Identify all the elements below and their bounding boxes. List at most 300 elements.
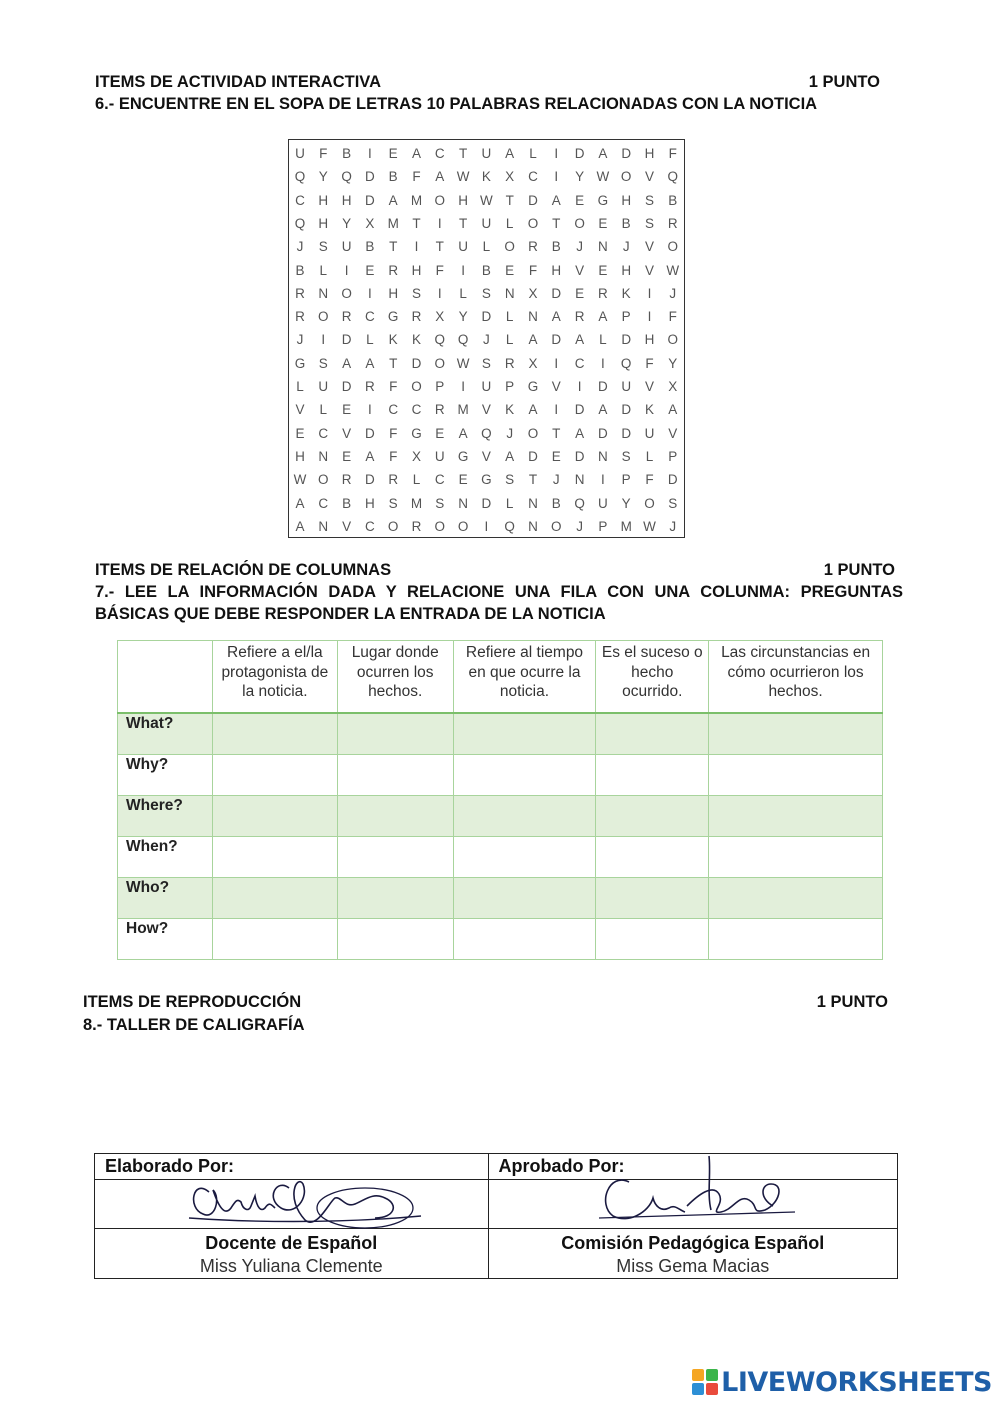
word-search-letter[interactable]: A <box>598 402 608 418</box>
word-search-letter[interactable]: O <box>574 215 585 231</box>
word-search-letter[interactable]: O <box>667 332 679 348</box>
word-search-letter[interactable]: U <box>341 239 352 255</box>
answer-cell[interactable] <box>709 755 883 796</box>
answer-cell[interactable] <box>453 919 596 960</box>
word-search-letter[interactable]: F <box>645 355 654 371</box>
word-search-letter[interactable]: V <box>668 425 678 441</box>
word-search-letter[interactable]: D <box>365 472 375 488</box>
word-search-letter[interactable]: L <box>319 262 328 278</box>
answer-cell[interactable] <box>212 837 337 878</box>
word-search-letter[interactable]: E <box>342 402 352 418</box>
word-search-letter[interactable]: L <box>366 332 374 348</box>
answer-cell[interactable] <box>596 713 709 755</box>
word-search-letter[interactable]: D <box>667 472 678 488</box>
word-search-letter[interactable]: R <box>341 472 352 488</box>
word-search-letter[interactable]: A <box>575 332 585 348</box>
word-search-letter[interactable]: E <box>551 448 561 464</box>
word-search-letter[interactable]: S <box>318 239 328 255</box>
word-search-letter[interactable]: B <box>342 146 352 161</box>
word-search-letter[interactable]: A <box>551 309 561 325</box>
word-search-letter[interactable]: K <box>505 402 515 418</box>
word-search-letter[interactable]: P <box>598 518 608 534</box>
word-search-letter[interactable]: H <box>644 146 655 161</box>
answer-cell[interactable] <box>453 878 596 919</box>
word-search-letter[interactable]: V <box>575 262 585 278</box>
word-search-letter[interactable]: S <box>505 472 515 488</box>
word-search-letter[interactable]: S <box>411 285 421 301</box>
word-search-letter[interactable]: X <box>528 285 538 301</box>
word-search-letter[interactable]: Q <box>434 332 446 348</box>
word-search-letter[interactable]: L <box>296 379 304 394</box>
word-search-letter[interactable]: U <box>481 146 492 161</box>
word-search-letter[interactable]: J <box>669 518 677 534</box>
word-search-letter[interactable]: D <box>574 146 585 161</box>
word-search-letter[interactable]: I <box>601 472 605 488</box>
word-search-letter[interactable]: P <box>435 379 445 394</box>
answer-cell[interactable] <box>596 796 709 837</box>
word-search-letter[interactable]: Q <box>504 518 515 534</box>
word-search-letter[interactable]: V <box>644 169 654 185</box>
word-search-letter[interactable]: O <box>620 169 632 185</box>
word-search-letter[interactable]: V <box>644 262 654 278</box>
word-search-letter[interactable]: G <box>527 379 539 394</box>
word-search-letter[interactable]: F <box>412 169 421 185</box>
word-search-letter[interactable]: F <box>645 472 654 488</box>
word-search-letter[interactable]: S <box>388 495 398 511</box>
word-search-letter[interactable]: A <box>458 425 468 441</box>
word-search-letter[interactable]: E <box>598 215 608 231</box>
answer-cell[interactable] <box>337 755 453 796</box>
word-search-letter[interactable]: T <box>412 215 421 231</box>
word-search-letter[interactable]: G <box>387 309 399 325</box>
word-search-letter[interactable]: I <box>321 332 326 348</box>
word-search-letter[interactable]: R <box>388 472 399 488</box>
word-search-letter[interactable]: X <box>435 309 445 325</box>
word-search-letter[interactable]: T <box>505 192 514 208</box>
word-search-letter[interactable]: E <box>388 146 398 161</box>
word-search-letter[interactable]: D <box>574 448 585 464</box>
word-search-letter[interactable]: W <box>456 169 470 185</box>
word-search-letter[interactable]: N <box>318 518 329 534</box>
word-search-letter[interactable]: I <box>577 379 582 394</box>
word-search-letter[interactable]: D <box>598 379 608 394</box>
word-search-letter[interactable]: H <box>411 262 422 278</box>
word-search-letter[interactable]: E <box>575 285 585 301</box>
word-search-letter[interactable]: S <box>644 192 654 208</box>
word-search-letter[interactable]: O <box>434 192 446 208</box>
word-search-letter[interactable]: D <box>365 169 375 185</box>
word-search-letter[interactable]: G <box>411 425 422 441</box>
word-search-letter[interactable]: N <box>528 518 538 534</box>
word-search-letter[interactable]: F <box>668 146 677 161</box>
word-search-letter[interactable]: H <box>644 332 655 348</box>
word-search-letter[interactable]: L <box>412 472 421 488</box>
word-search-letter[interactable]: W <box>596 169 610 185</box>
word-search-letter[interactable]: L <box>482 239 491 255</box>
answer-cell[interactable] <box>453 837 596 878</box>
answer-cell[interactable] <box>453 755 596 796</box>
word-search-letter[interactable]: E <box>598 262 608 278</box>
word-search-letter[interactable]: I <box>647 285 652 301</box>
word-search-letter[interactable]: X <box>365 215 375 231</box>
word-search-letter[interactable]: F <box>435 262 444 278</box>
word-search-letter[interactable]: X <box>505 169 515 185</box>
word-search-letter[interactable]: R <box>667 215 678 231</box>
word-search-letter[interactable]: D <box>365 425 375 441</box>
word-search-letter[interactable]: N <box>504 285 515 301</box>
word-search-letter[interactable]: S <box>481 355 491 371</box>
word-search-letter[interactable]: R <box>528 239 538 255</box>
word-search-letter[interactable]: M <box>457 402 469 418</box>
word-search-letter[interactable]: X <box>528 355 538 371</box>
word-search-letter[interactable]: V <box>295 402 305 418</box>
word-search-letter[interactable]: O <box>551 518 562 534</box>
word-search-letter[interactable]: I <box>437 285 442 301</box>
word-search-letter[interactable]: I <box>368 285 372 301</box>
word-search-letter[interactable]: E <box>458 472 468 488</box>
word-search-letter[interactable]: O <box>341 285 352 301</box>
word-search-letter[interactable]: P <box>621 472 631 488</box>
word-search-letter[interactable]: F <box>528 262 538 278</box>
word-search-letter[interactable]: Y <box>458 309 468 325</box>
word-search-letter[interactable]: Q <box>457 332 469 348</box>
word-search-letter[interactable]: W <box>666 262 680 278</box>
word-search-letter[interactable]: A <box>365 355 375 371</box>
word-search-letter[interactable]: B <box>365 239 375 255</box>
word-search-letter[interactable]: D <box>551 332 562 348</box>
word-search-letter[interactable]: J <box>506 425 514 441</box>
word-search-letter[interactable]: A <box>295 518 305 534</box>
word-search-letter[interactable]: Y <box>342 215 352 231</box>
word-search-letter[interactable]: K <box>621 285 631 301</box>
word-search-letter[interactable]: U <box>295 146 305 161</box>
word-search-letter[interactable]: A <box>505 448 515 464</box>
word-search-letter[interactable]: U <box>481 215 492 231</box>
word-search-letter[interactable]: O <box>457 518 469 534</box>
word-search-letter[interactable]: V <box>342 518 352 534</box>
word-search-letter[interactable]: H <box>551 262 562 278</box>
word-search-letter[interactable]: E <box>575 192 585 208</box>
word-search-letter[interactable]: G <box>294 355 306 371</box>
word-search-letter[interactable]: U <box>621 379 632 394</box>
word-search-letter[interactable]: M <box>410 192 423 208</box>
word-search-letter[interactable]: Y <box>668 355 678 371</box>
word-search-letter[interactable]: O <box>667 239 679 255</box>
word-search-letter[interactable]: N <box>574 472 585 488</box>
word-search-letter[interactable]: E <box>365 262 375 278</box>
word-search-letter[interactable]: M <box>410 495 423 511</box>
word-search-letter[interactable]: P <box>505 379 515 394</box>
word-search-letter[interactable]: I <box>554 146 559 161</box>
word-search-letter[interactable]: A <box>528 332 538 348</box>
word-search-letter[interactable]: O <box>527 425 539 441</box>
word-search-letter[interactable]: L <box>505 215 514 231</box>
word-search-letter[interactable]: J <box>296 239 304 255</box>
word-search-letter[interactable]: V <box>481 402 491 418</box>
word-search-letter[interactable]: O <box>387 518 399 534</box>
word-search-letter[interactable]: N <box>528 309 538 325</box>
answer-cell[interactable] <box>596 837 709 878</box>
word-search-letter[interactable]: B <box>551 495 561 511</box>
word-search-letter[interactable]: I <box>461 262 465 278</box>
word-search-letter[interactable]: U <box>458 239 468 255</box>
word-search-letter[interactable]: A <box>598 309 608 325</box>
word-search-letter[interactable]: C <box>528 169 538 185</box>
word-search-letter[interactable]: A <box>365 448 375 464</box>
word-search-letter[interactable]: Q <box>667 169 679 185</box>
word-search-letter[interactable]: A <box>411 146 421 161</box>
word-search-letter[interactable]: B <box>388 169 398 185</box>
word-search-letter[interactable]: W <box>643 518 656 534</box>
word-search-letter[interactable]: D <box>621 146 632 161</box>
word-search-letter[interactable]: I <box>554 402 559 418</box>
word-search-letter[interactable]: H <box>318 215 329 231</box>
word-search-letter[interactable]: V <box>481 448 491 464</box>
word-search-letter[interactable]: O <box>434 518 446 534</box>
word-search-letter[interactable]: A <box>342 355 352 371</box>
word-search-letter[interactable]: H <box>295 448 305 464</box>
answer-cell[interactable] <box>709 837 883 878</box>
word-search-letter[interactable]: L <box>505 332 514 348</box>
answer-cell[interactable] <box>337 796 453 837</box>
answer-cell[interactable] <box>212 713 337 755</box>
word-search-letter[interactable]: O <box>411 379 422 394</box>
word-search-letter[interactable]: T <box>389 239 398 255</box>
word-search-letter[interactable]: F <box>668 309 677 325</box>
word-search-letter[interactable]: C <box>318 495 329 511</box>
word-search-letter[interactable]: T <box>435 239 444 255</box>
answer-cell[interactable] <box>212 755 337 796</box>
word-search-letter[interactable]: I <box>484 518 489 534</box>
word-search-letter[interactable]: A <box>598 146 608 161</box>
word-search-letter[interactable]: A <box>388 192 398 208</box>
word-search-letter[interactable]: J <box>669 285 677 301</box>
word-search-letter[interactable]: R <box>411 309 422 325</box>
word-search-letter[interactable]: E <box>342 448 352 464</box>
word-search-letter[interactable]: N <box>318 285 329 301</box>
word-search-letter[interactable]: R <box>295 285 305 301</box>
word-search-letter[interactable]: H <box>458 192 468 208</box>
word-search-letter[interactable]: L <box>459 285 467 301</box>
answer-cell[interactable] <box>453 796 596 837</box>
word-search-letter[interactable]: T <box>458 215 468 231</box>
word-search-letter[interactable]: H <box>621 262 632 278</box>
word-search-letter[interactable]: R <box>388 262 399 278</box>
word-search-letter[interactable]: X <box>668 379 678 394</box>
word-search-letter[interactable]: T <box>552 215 561 231</box>
word-search-letter[interactable]: W <box>480 192 493 208</box>
word-search-letter[interactable]: R <box>295 309 305 325</box>
word-search-letter[interactable]: D <box>528 448 538 464</box>
word-search-letter[interactable]: A <box>668 402 678 418</box>
word-search-letter[interactable]: V <box>644 239 654 255</box>
answer-cell[interactable] <box>337 713 453 755</box>
word-search-letter[interactable]: K <box>644 402 654 418</box>
word-search-letter[interactable]: H <box>365 495 375 511</box>
answer-cell[interactable] <box>212 919 337 960</box>
answer-cell[interactable] <box>212 878 337 919</box>
word-search-letter[interactable]: P <box>668 448 678 464</box>
word-search-letter[interactable]: R <box>504 355 515 371</box>
word-search-letter[interactable]: R <box>598 285 608 301</box>
word-search-letter[interactable]: D <box>341 332 352 348</box>
word-search-letter[interactable]: L <box>505 495 514 511</box>
answer-cell[interactable] <box>596 878 709 919</box>
word-search-letter[interactable]: B <box>621 215 631 231</box>
word-search-letter[interactable]: K <box>481 169 491 185</box>
word-search-letter[interactable]: B <box>668 192 678 208</box>
word-search-letter[interactable]: C <box>365 309 375 325</box>
word-search-letter[interactable]: U <box>318 379 329 394</box>
word-search-letter[interactable]: R <box>341 309 352 325</box>
word-search-letter[interactable]: C <box>574 355 585 371</box>
word-search-letter[interactable]: F <box>389 448 398 464</box>
answer-cell[interactable] <box>337 837 453 878</box>
word-search-letter[interactable]: F <box>389 379 398 394</box>
word-search-letter[interactable]: L <box>529 146 537 161</box>
word-search-letter[interactable]: O <box>504 239 515 255</box>
word-search-letter[interactable]: D <box>341 379 352 394</box>
word-search-letter[interactable]: V <box>551 379 561 394</box>
word-search-letter[interactable]: I <box>437 215 442 231</box>
word-search-letter[interactable]: K <box>388 332 398 348</box>
word-search-letter[interactable]: I <box>601 355 605 371</box>
word-search-letter[interactable]: D <box>411 355 422 371</box>
word-search-letter[interactable]: N <box>318 448 329 464</box>
word-search-letter[interactable]: L <box>599 332 607 348</box>
word-search-letter[interactable]: Q <box>341 169 352 185</box>
word-search-letter[interactable]: E <box>295 425 305 441</box>
word-search-letter[interactable]: T <box>389 355 398 371</box>
word-search-letter[interactable]: C <box>318 425 329 441</box>
word-search-letter[interactable]: J <box>576 239 583 255</box>
word-search-letter[interactable]: S <box>435 495 445 511</box>
word-search-letter[interactable]: B <box>342 495 352 511</box>
answer-cell[interactable] <box>337 919 453 960</box>
word-search-letter[interactable]: S <box>668 495 678 511</box>
word-search-letter[interactable]: M <box>620 518 632 534</box>
word-search-letter[interactable]: N <box>598 448 608 464</box>
word-search-letter[interactable]: B <box>481 262 491 278</box>
word-search-letter[interactable]: L <box>319 402 328 418</box>
word-search-letter[interactable]: D <box>481 495 492 511</box>
word-search-letter[interactable]: D <box>621 425 632 441</box>
word-search-letter[interactable]: B <box>295 262 305 278</box>
word-search-letter[interactable]: G <box>481 472 492 488</box>
word-search-letter[interactable]: C <box>295 192 305 208</box>
word-search-letter[interactable]: I <box>344 262 349 278</box>
word-search-letter[interactable]: S <box>318 355 328 371</box>
word-search-letter[interactable]: I <box>414 239 419 255</box>
word-search-letter[interactable]: W <box>456 355 470 371</box>
answer-cell[interactable] <box>337 878 453 919</box>
word-search-letter[interactable]: Q <box>481 425 492 441</box>
word-search-letter[interactable]: Y <box>621 495 631 511</box>
word-search-letter[interactable]: Y <box>575 169 585 185</box>
answer-cell[interactable] <box>709 919 883 960</box>
word-search-letter[interactable]: U <box>481 379 492 394</box>
word-search-letter[interactable]: C <box>365 518 375 534</box>
word-search-letter[interactable]: R <box>365 379 375 394</box>
word-search-letter[interactable]: U <box>434 448 445 464</box>
word-search-letter[interactable]: M <box>387 215 399 231</box>
word-search-letter[interactable]: Q <box>294 215 306 231</box>
word-search-letter[interactable]: D <box>598 425 608 441</box>
word-search-letter[interactable]: F <box>389 425 398 441</box>
word-search-letter[interactable]: C <box>388 402 399 418</box>
word-search-letter[interactable]: Q <box>294 169 306 185</box>
word-search-letter[interactable]: N <box>598 239 608 255</box>
word-search-letter[interactable]: J <box>483 332 490 348</box>
word-search-letter[interactable]: C <box>411 402 422 418</box>
word-search-letter[interactable]: I <box>461 379 465 394</box>
word-search-letter[interactable]: A <box>295 495 305 511</box>
word-search-letter[interactable]: G <box>457 448 469 464</box>
word-search-letter[interactable]: I <box>647 309 652 325</box>
word-search-letter[interactable]: J <box>576 518 583 534</box>
word-search-letter[interactable]: S <box>481 285 491 301</box>
word-search-letter[interactable]: T <box>458 146 468 161</box>
word-search-letter[interactable]: U <box>598 495 608 511</box>
word-search-letter[interactable]: X <box>411 448 421 464</box>
word-search-letter[interactable]: O <box>434 355 446 371</box>
word-search-letter[interactable]: O <box>527 215 539 231</box>
word-search-letter[interactable]: A <box>505 146 515 161</box>
word-search-letter[interactable]: N <box>458 495 468 511</box>
answer-cell[interactable] <box>709 796 883 837</box>
word-search-letter[interactable]: N <box>528 495 538 511</box>
word-search-letter[interactable]: V <box>342 425 352 441</box>
word-search-letter[interactable]: O <box>318 309 329 325</box>
word-search-letter[interactable]: D <box>528 192 538 208</box>
word-search-letter[interactable]: Q <box>574 495 585 511</box>
word-search-letter[interactable]: H <box>341 192 352 208</box>
answer-cell[interactable] <box>596 755 709 796</box>
word-search-letter[interactable]: Y <box>318 169 328 185</box>
word-search-letter[interactable]: W <box>293 472 307 488</box>
word-search-letter[interactable]: S <box>621 448 631 464</box>
word-search-letter[interactable]: I <box>368 402 372 418</box>
word-search-letter[interactable]: Q <box>620 355 632 371</box>
answer-cell[interactable] <box>212 796 337 837</box>
word-search-letter[interactable]: O <box>644 495 655 511</box>
word-search-letter[interactable]: A <box>435 169 445 185</box>
word-search-letter[interactable]: A <box>575 425 585 441</box>
word-search-letter[interactable]: D <box>574 402 585 418</box>
word-search-letter[interactable]: U <box>644 425 655 441</box>
word-search-letter[interactable]: V <box>644 379 654 394</box>
word-search-letter[interactable]: R <box>574 309 585 325</box>
word-search-letter[interactable]: A <box>528 402 538 418</box>
word-search-letter[interactable]: L <box>645 448 654 464</box>
word-search-letter[interactable]: H <box>318 192 329 208</box>
answer-cell[interactable] <box>596 919 709 960</box>
word-search-letter[interactable]: R <box>434 402 445 418</box>
word-search-letter[interactable]: E <box>505 262 515 278</box>
word-search-letter[interactable]: J <box>296 332 304 348</box>
word-search-letter[interactable]: H <box>388 285 399 301</box>
word-search-letter[interactable]: B <box>551 239 561 255</box>
word-search-letter[interactable]: R <box>411 518 422 534</box>
word-search-letter[interactable]: H <box>621 192 632 208</box>
answer-cell[interactable] <box>709 713 883 755</box>
word-search-letter[interactable]: A <box>551 192 561 208</box>
word-search-letter[interactable]: K <box>411 332 421 348</box>
word-search-letter[interactable]: T <box>528 472 538 488</box>
word-search-letter[interactable]: I <box>554 169 559 185</box>
word-search-letter[interactable]: I <box>368 146 372 161</box>
word-search-letter[interactable]: F <box>319 146 328 161</box>
